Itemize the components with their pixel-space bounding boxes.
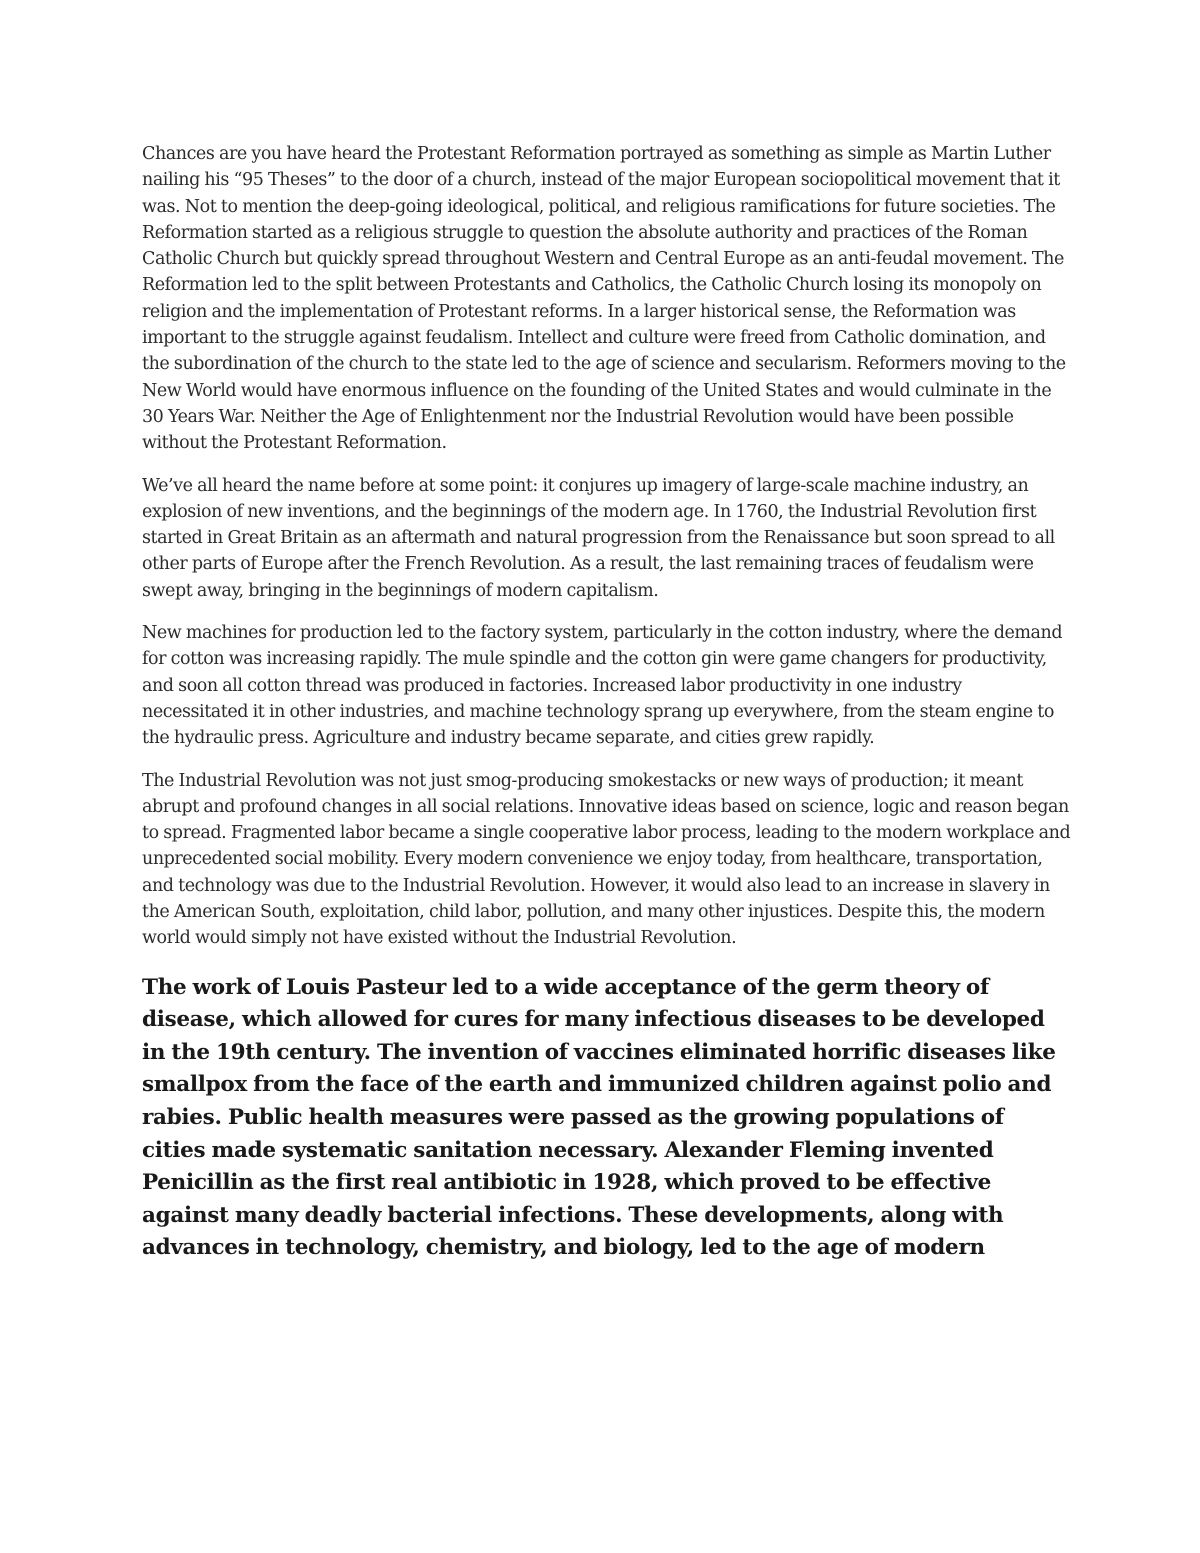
paragraph-protestant-reformation: Chances are you have heard the Protestant Reformation portrayed as something as simple as Martin Luther nailing his “95 Theses” to the door of a church, instead of the major European sociopolitical movement that it was. Not to mention the deep-going ideological, political, and religious ramifications for future societies. The Reformation started as a religious struggle to question the absolute authority and practices of the Roman Catholic Church but quickly spread throughout Western and Central Europe as an anti-feudal movement. The Reformation led to the split between Protestants and Catholics, the Catholic Church losing its monopoly on religion and the implementation of Protestant reforms. In a larger historical sense, the Reformation was important to the struggle against feudalism. Intellect and culture were freed from Catholic domination, and the subordination of the church to the state led to the age of science and secularism. Reformers moving to the New World would have enormous influence on the founding of the United States and would culminate in the 30 Years War. Neither the Age of Enlightenment nor the Industrial Revolution would have been possible without the Protestant Reformation. <box>142 144 1066 454</box>
paragraph-louis-pasteur: The work of Louis Pasteur led to a wide acceptance of the germ theory of disease, which allowed for cures for many infectious diseases to be developed in the 19th century. The invention of vaccines eliminated horrific diseases like smallpox from the face of the earth and immunized children against polio and rabies. Public health measures were passed as the growing populations of cities made systematic sanitation necessary. Alexander Fleming invented Penicillin as the first real antibiotic in 1928, which proved to be effective against many deadly bacterial infections. These developments, along with advances in technology, chemistry, and biology, led to the age of modern <box>142 974 1056 1261</box>
paragraph-social-changes: The Industrial Revolution was not just smog-producing smokestacks or new ways of production; it meant abrupt and profound changes in all social relations. Innovative ideas based on science, logic and reason began to spread. Fragmented labor became a single cooperative labor process, leading to the modern workplace and unprecedented social mobility. Every modern convenience we enjoy today, from healthcare, transportation, and technology was due to the Industrial Revolution. However, it would also lead to an increase in slavery in the American South, exploitation, child labor, pollution, and many other injustices. Despite this, the modern world would simply not have existed without the Industrial Revolution. <box>142 770 1071 949</box>
document-page <box>142 141 1072 1281</box>
paragraph-factory-system: New machines for production led to the factory system, particularly in the cotton industry, where the demand for cotton was increasing rapidly. The mule spindle and the cotton gin were game changers for productivity, and soon all cotton thread was produced in factories. Increased labor productivity in one industry necessitated it in other industries, and machine technology sprang up everywhere, from the steam engine to the hydraulic press. Agriculture and industry became separate, and cities grew rapidly. <box>142 623 1063 749</box>
paragraph-industrial-revolution-intro: We’ve all heard the name before at some point: it conjures up imagery of large-scale machine industry, an explosion of new inventions, and the beginnings of the modern age. In 1760, the Industrial Revolution first started in Great Britain as an aftermath and natural progression from the Renaissance but soon spread to all other parts of Europe after the French Revolution. As a result, the last remaining traces of feudalism were swept away, bringing in the beginnings of modern capitalism. <box>142 475 1055 601</box>
